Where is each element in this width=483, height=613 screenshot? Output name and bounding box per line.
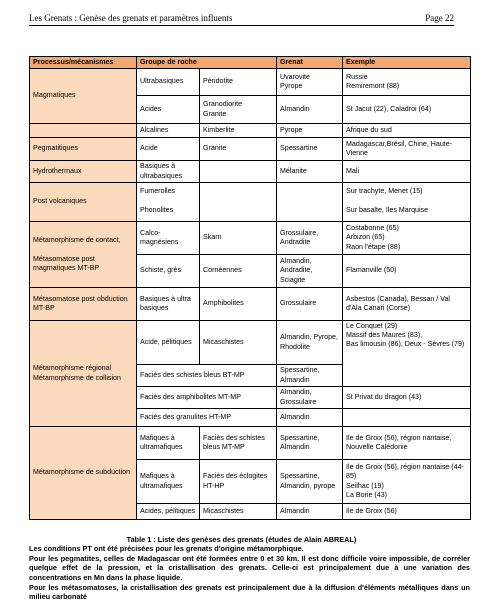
table-row (30, 138, 471, 161)
cell-roche: Fumerolles (137, 183, 200, 201)
header-title: Les Grenats : Genèse des grenats et paramètres influents (29, 13, 233, 23)
cell-exemple: St Jacut (22), Caladroi (64) (343, 96, 471, 124)
cell-grenat: Almandin (277, 409, 343, 427)
cell-exemple: Flamanville (50) (343, 255, 471, 288)
proc-metamorphisme-subduction: Métamorphisme de subduction (30, 427, 137, 520)
cell-roche: Acide, pélitiques (137, 321, 200, 365)
cell-type (200, 183, 277, 201)
cell-exemple: Madagascar,Brésil, Chine, Haute-Vienne (343, 138, 471, 161)
cell-type: Kimberlite (200, 124, 277, 138)
cell-exemple: Ile de Groix (56), région nantaise (44-85) Seilhac (19) La Borie (43) (343, 460, 471, 504)
cell-roche: Mafiques à ultramafiques (137, 427, 200, 460)
cell-grenat: Grossulaire (277, 288, 343, 321)
table-caption: Table 1 : Liste des genèses des grenats (études de Alain ABREAL) (126, 535, 357, 544)
cell-type: Micaschistes (200, 321, 277, 365)
cell-type: Amphibolites (200, 288, 277, 321)
cell-roche: Mafiques à ultramafiques (137, 460, 200, 504)
cell-exemple: Mali (343, 161, 471, 183)
cell-roche: Faciès des schistes bleus BT-MP (137, 365, 277, 387)
table-row (30, 222, 471, 255)
cell-type: Faciès des éclogites HT-HP (200, 460, 277, 504)
cell-grenat: Uvarovite Pyrope (277, 69, 343, 96)
cell-exemple: St Privat du dragon (43) (343, 387, 471, 409)
table-row (30, 288, 471, 321)
cell-exemple: Russie Remiremont (88) (343, 69, 471, 96)
cell-type: Cornéennes (200, 255, 277, 288)
cell-exemple: Asbestos (Canada), Bessan / Val d'Ala Canari (Corse) (343, 288, 471, 321)
col-header-exemple: Exemple (343, 57, 471, 69)
cell-type: Faciès des schistes bleus MT-MP (200, 427, 277, 460)
cell-roche: Ultrabasiques (137, 69, 200, 96)
cell-roche: Alcalines (137, 124, 200, 138)
cell-roche: Basiques à ultrabasiques (137, 161, 200, 183)
cell-exemple: Ile de Groix (56) (343, 504, 471, 520)
cell-grenat: Grossulaire, Andradite (277, 222, 343, 255)
cell-type: Micaschistes (200, 504, 277, 520)
cell-type (200, 161, 277, 183)
cell-type: Péridotite (200, 69, 277, 96)
cell-grenat: Almandin (277, 96, 343, 124)
cell-grenat (277, 183, 343, 222)
proc-metasomatose-obduction: Métasomatose post obduction MT-BP (30, 288, 137, 321)
cell-exemple: Sur basalte, Iles Marquise (343, 201, 471, 222)
cell-grenat: Spessartine, Almandin (277, 365, 343, 387)
cell-type: Skarn (200, 222, 277, 255)
note-paragraph: Pour les pegmatites, celles de Madagascar ont été formées entre 0 et 30 km. Il est donc difficile voire impossible, de corréler quelque effet de la pression, et la cristallisation des grenats. Celle-ci est principalement due à une variation des concentrations en Mn dans la phase liquide. (29, 553, 470, 582)
table-row (30, 124, 471, 138)
cell-grenat: Almandin, Grossulaire (277, 387, 343, 409)
header-rule (29, 25, 454, 26)
cell-exemple: Sur trachyte, Menet (15) (343, 183, 471, 201)
note-paragraph: Pour les métasomatoses, la cristallisation des grenats est principalement due à la diffusion d'éléments métalliques dans un milieu carbonaté (29, 582, 470, 602)
cell-exemple (343, 409, 471, 427)
cell-roche: Phonolites (137, 201, 200, 222)
cell-roche: Faciès des granulites HT-MP (137, 409, 277, 427)
cell-grenat: Pyrope (277, 124, 343, 138)
cell-type: Granodiorite Granite (200, 96, 277, 124)
garnet-genesis-table (29, 56, 471, 520)
cell-roche: Calco-magnésiens (137, 222, 200, 255)
page-number: Page 22 (425, 13, 454, 23)
proc-pegmatitiques: Pegmatitiques (30, 138, 137, 161)
cell-exemple: Ile de Groix (56), région nantaise, Nouvelle Calédonie (343, 427, 471, 460)
cell-exemple: Afrique du sud (343, 124, 471, 138)
cell-grenat: Mélanite (277, 161, 343, 183)
cell-roche: Faciès des amphibolites MT-MP (137, 387, 277, 409)
cell-grenat: Spessartine, Almandin, pyrope (277, 460, 343, 504)
col-header-groupe: Groupe de roche (137, 57, 277, 69)
cell-exemple: Costabonne (65) Arbizon (65) Raon l'étape (88) (343, 222, 471, 255)
cell-grenat: Spessartine, Almandin (277, 427, 343, 460)
proc-empty (30, 124, 137, 138)
cell-roche: Schiste, grès (137, 255, 200, 288)
proc-metamorphisme-contact: Métamorphisme de contact, Métasomatose post magmatiques MT-BP (30, 222, 137, 288)
proc-post-volcaniques: Post volcaniques (30, 183, 137, 222)
cell-roche: Acides, pélitiques (137, 504, 200, 520)
note-paragraph: Les conditions PT ont été précisées pour les grenats d'origine métamorphique. (29, 544, 304, 553)
cell-roche: Basiques à ultra basiques (137, 288, 200, 321)
cell-exemple: Le Conquet (29) Massif des Maures (83), Bas limousin (86), Deux - Sèvres (79) (343, 321, 471, 387)
col-header-grenat: Grenat (277, 57, 343, 69)
table-row (30, 183, 471, 201)
cell-roche: Acides (137, 96, 200, 124)
cell-grenat: Almandin, Pyrope, Rhodolite (277, 321, 343, 365)
table-row (30, 69, 471, 96)
cell-type (200, 201, 277, 222)
proc-hydrothermaux: Hydrothermaux (30, 161, 137, 183)
cell-grenat: Spessartine (277, 138, 343, 161)
col-header-processus: Processus/mécanismes (30, 57, 137, 69)
notes-block (29, 544, 470, 602)
cell-grenat: Almandin (277, 504, 343, 520)
table-row (30, 161, 471, 183)
table-header-row (30, 57, 471, 69)
cell-roche: Acide (137, 138, 200, 161)
table-row (30, 321, 471, 365)
page-header (29, 13, 454, 25)
table-row (30, 427, 471, 460)
cell-type: Granite (200, 138, 277, 161)
proc-magmatiques: Magmatiques (30, 69, 137, 124)
proc-metamorphisme-regional: Métamorphisme régional Métamorphisme de collision (30, 321, 137, 427)
cell-grenat: Almandin, Andradite, Sciagite (277, 255, 343, 288)
